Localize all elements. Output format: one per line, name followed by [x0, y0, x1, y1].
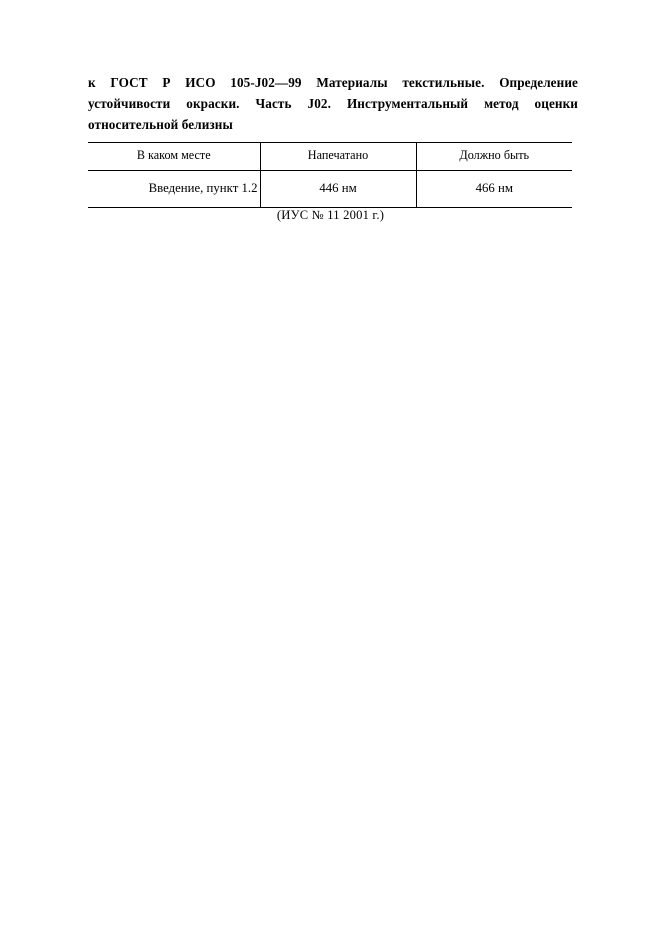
cell-correct: 466 нм — [416, 171, 572, 208]
amendment-note-text: (ИУС № 11 2001 г.) — [276, 208, 385, 222]
page-title: к ГОСТ Р ИСО 105-J02—99 Материалы текстильные. Определение устойчивости окраски. Часть J02. Инструментальный метод оценки относительной белизны — [88, 75, 578, 132]
column-header-location: В каком месте — [88, 143, 260, 171]
amendment-note — [0, 208, 661, 223]
table-header-row — [88, 143, 572, 171]
table-row — [88, 171, 572, 208]
errata-table — [88, 142, 572, 208]
column-header-printed: Напечатано — [260, 143, 416, 171]
column-header-correct: Должно быть — [416, 143, 572, 171]
cell-location: Введение, пункт 1.2 — [88, 171, 260, 208]
cell-printed: 446 нм — [260, 171, 416, 208]
